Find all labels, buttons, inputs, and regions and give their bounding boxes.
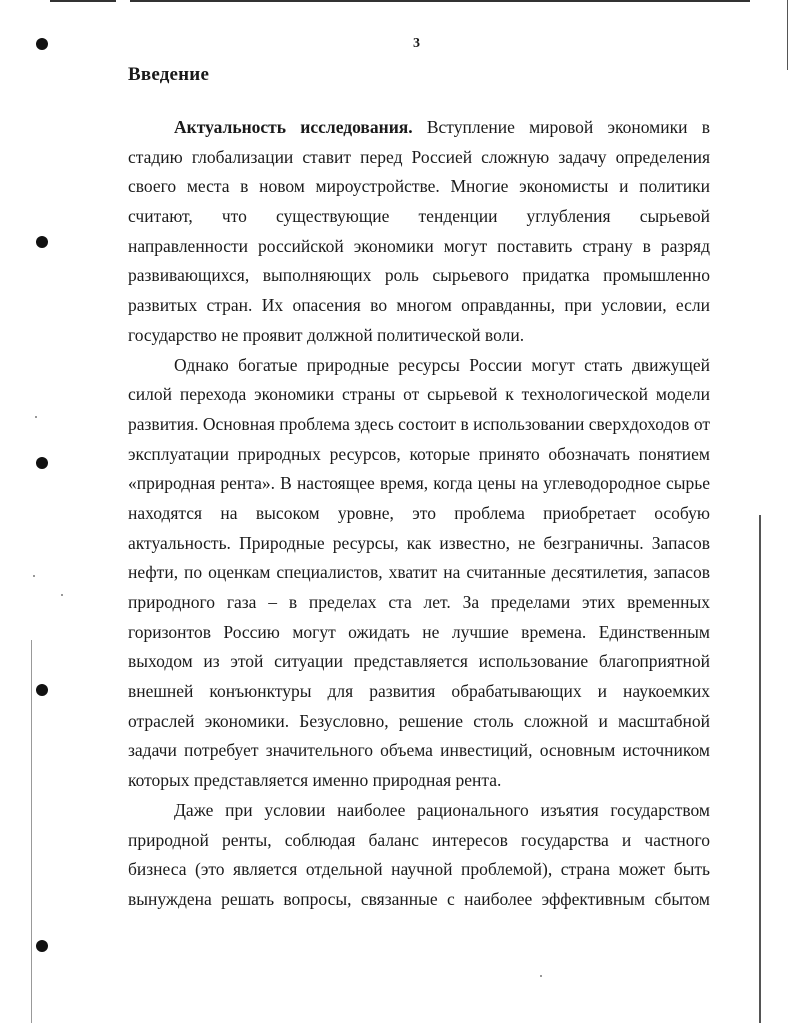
paragraph-line: Однако богатые природные ресурсы России могут стать движущей <box>174 354 710 375</box>
paragraph-line: внешней конъюнктуры для развития обрабатывающих и наукоемких <box>128 681 710 702</box>
paragraph-line: развитых стран. Их опасения во многом оправданны, при условии, если <box>128 295 710 316</box>
scan-edge-left <box>31 640 32 1023</box>
binder-hole-5 <box>36 940 48 952</box>
paragraph-line: задачи потребует значительного объема инвестиций, основным источником <box>128 740 710 761</box>
paragraph-line: Даже при условии наиболее рационального изъятия государством <box>174 799 710 820</box>
binder-hole-2 <box>36 236 48 248</box>
paragraph-line: стадию глобализации ставит перед Россией сложную задачу определения <box>128 146 710 167</box>
paragraph-line: вынуждена решать вопросы, связанные с наиболее эффективным сбытом <box>128 888 710 909</box>
paragraph-line: Актуальность исследования. Вступление мировой экономики в <box>174 117 710 137</box>
top-scan-border <box>50 0 750 2</box>
paragraph-line: государство не проявит должной политической воли. <box>128 324 525 345</box>
section-heading: Введение <box>128 64 210 85</box>
paragraph-line: природной ренты, соблюдая баланс интересов государства и частного <box>128 829 710 850</box>
scan-edge-right <box>759 515 761 1023</box>
body-text <box>128 113 710 915</box>
paragraph-line: природного газа – в пределах ста лет. За пределами этих временных <box>128 592 710 612</box>
binder-hole-4 <box>36 684 48 696</box>
paragraph-line: отраслей экономики. Безусловно, решение столь сложной и масштабной <box>128 710 710 731</box>
paragraph-line: нефти, по оценкам специалистов, хватит на считанные десятилетия, запасов <box>128 562 710 583</box>
paragraph-line: которых представляется именно природная рента. <box>128 770 502 791</box>
paragraph-line: выходом из этой ситуации представляется использование благоприятной <box>128 651 710 672</box>
paragraph-line: своего места в новом мироустройстве. Многие экономисты и политики <box>128 176 710 197</box>
paragraph-line: актуальность. Природные ресурсы, как известно, не безграничны. Запасов <box>128 532 710 553</box>
paragraph-line: эксплуатации природных ресурсов, которые принято обозначать понятием <box>128 443 710 464</box>
paragraph-line: бизнеса (это является отдельной научной проблемой), страна может быть <box>128 859 710 880</box>
paragraph-line: направленности российской экономики могут поставить страну в разряд <box>128 235 710 256</box>
paragraph-line: силой перехода экономики страны от сырьевой к технологической модели <box>128 384 710 405</box>
paragraph-line: развивающихся, выполняющих роль сырьевого придатка промышленно <box>128 265 710 286</box>
paragraph-line: «природная рента». В настоящее время, когда цены на углеводородное сырье <box>128 473 710 494</box>
paragraph-line: находятся на высоком уровне, это проблема приобретает особую <box>128 502 710 523</box>
paragraph-line: развития. Основная проблема здесь состоит в использовании сверхдоходов от <box>128 413 710 434</box>
lead-phrase: Актуальность исследования. <box>174 117 413 137</box>
page-number: 3 <box>413 36 420 51</box>
paragraph-line: горизонтов Россию могут ожидать не лучшие времена. Единственным <box>128 621 710 642</box>
paragraph-line: считают, что существующие тенденции углубления сырьевой <box>128 206 710 227</box>
binder-hole-3 <box>36 457 48 469</box>
scan-edge-right-top <box>787 0 788 70</box>
